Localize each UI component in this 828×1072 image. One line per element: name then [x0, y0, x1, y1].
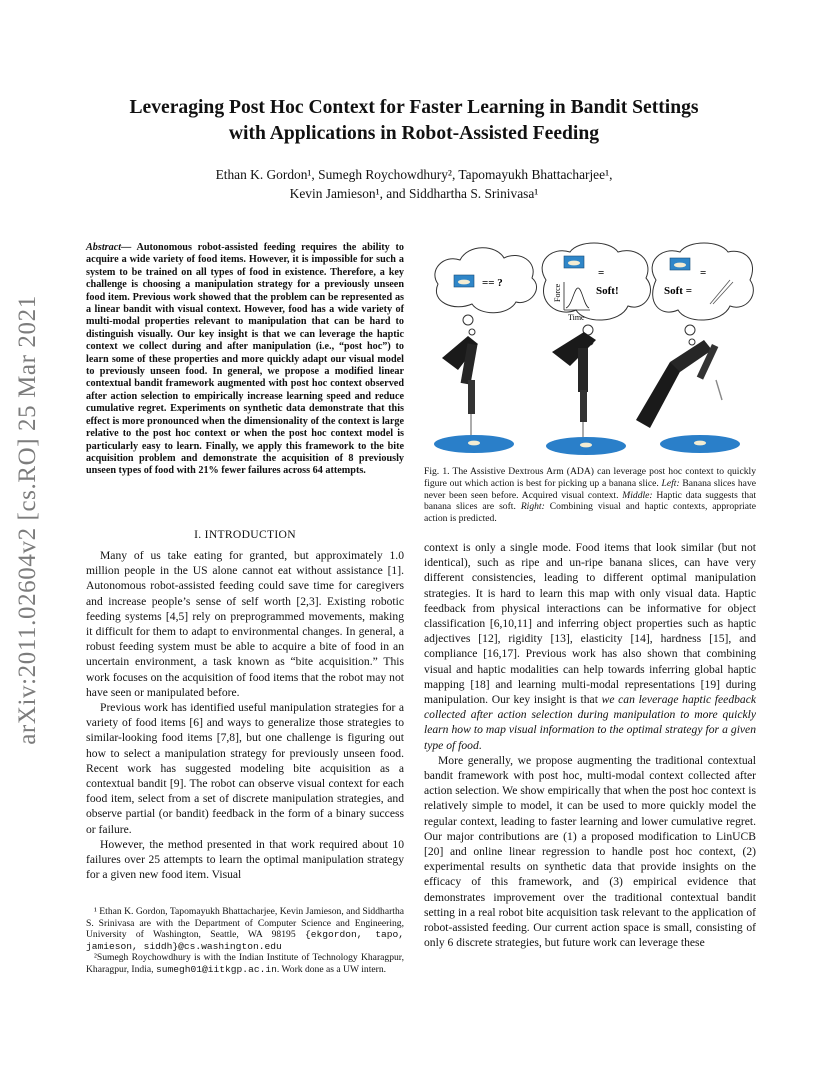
figure-1-illustration — [424, 240, 756, 460]
right-paragraph-2: More generally, we propose augmenting the traditional contextual bandit framework with post hoc, multi-modal context collected after action selection. We show empirically that when the post hoc context is relatively simple to model, it can be used to more quickly model the regular context, leading to faster learning and lower cumulative regret. Our major contributions are (1) a proposed modification to LinUCB [20] and online linear regression to handle post hoc context, (2) experimental results on synthetic data that provide insights on the efficacy of this framework, and (3) empirical evidence that demonstrates improvement over the traditional contextual bandit setting in a real robot bite acquisition task relevant to the application of robot-assisted feeding. Our current action space is small, consisting of only 6 discrete strategies, but future work can leverage these — [424, 753, 756, 950]
right-column-body — [424, 540, 756, 950]
paper-title — [60, 95, 768, 147]
force-label: Force — [553, 283, 562, 302]
panel-1-text: == ? — [482, 277, 503, 289]
footnote-1-email: {ekgordon, tapo, jamieson, siddh}@cs.washington.edu — [86, 929, 404, 952]
robot-arm-right — [636, 340, 722, 428]
caption-left: Banana slices have never been seen before. Acquired visual context. — [424, 477, 756, 501]
robot-arm-middle — [552, 332, 596, 440]
intro-paragraph-1: Many of us take eating for granted, but approximately 1.0 million people in the US alone cannot eat without assistance [1]. Autonomous robot-assisted feeding could save time for caregivers and increase people’s sense of self worth [2,3]. Existing robotic feeding systems [4,5] rely on preprogrammed movements, making it difficult for them to adapt to environmental changes. In general, a robust feeding system must be able to acquire a bite of food in an uncertain environment, a task known as “bite acquisition.” This work focuses on the acquisition of food items that the robot may not have seen or manipulated before. — [86, 549, 404, 699]
footnote-2-tail: . Work done as a UW intern. — [276, 963, 387, 975]
caption-right-lead: Right: — [520, 501, 545, 513]
caption-middle-lead: Middle: — [622, 489, 653, 501]
caption-left-lead: Left: — [661, 477, 680, 489]
footnote-1 — [86, 906, 404, 952]
author-list — [60, 165, 768, 203]
panel-3-equals: = — [700, 267, 707, 279]
thought-bubble-middle — [542, 243, 650, 345]
section-heading-introduction: I. INTRODUCTION — [194, 528, 296, 541]
thought-bubble-right — [652, 243, 753, 345]
panel-2-soft: Soft! — [596, 285, 619, 297]
footnote-2-email: sumegh01@iitkgp.ac.in — [155, 963, 277, 975]
caption-middle: Haptic data suggests that banana slices are soft. — [424, 489, 757, 513]
title-line-1: Leveraging Post Hoc Context for Faster Learning in Bandit Settings — [129, 97, 699, 118]
caption-right: Combining visual and haptic contexts, appropriate action is predicted. — [424, 501, 756, 525]
time-label: Time — [568, 313, 585, 322]
right-p1-italic: we can leverage haptic feedback collected after action selection during manipulation to more quickly learn how to map visual information to the optimal strategy for a given type of food — [424, 693, 757, 752]
caption-main: Fig. 1. The Assistive Dextrous Arm (ADA) can leverage post hoc context to quickly figure out which action is best for picking up a banana slice. — [424, 466, 756, 489]
authors-line-2: Kevin Jamieson¹, and Siddhartha S. Srinivasa¹ — [289, 186, 539, 201]
thought-bubble-left — [435, 248, 537, 335]
footnote-1-text: ¹ Ethan K. Gordon, Tapomayukh Bhattacharjee, Kevin Jamieson, and Siddhartha S. Srinivasa are with the Department of Computer Science and Engineering, University of Washington, Seattle, WA 98195 — [86, 906, 404, 941]
introduction-body — [86, 548, 404, 882]
figure-1-caption — [424, 466, 756, 525]
intro-paragraph-3: However, the method presented in that work required about 10 failures over 25 attempts to learn the optimal manipulation strategy for a given new food item. Visual — [86, 837, 404, 882]
figure-1 — [424, 240, 756, 460]
robot-arm-left — [442, 336, 478, 436]
abstract-lead: Abstract— — [86, 242, 132, 253]
abstract-text: Autonomous robot-assisted feeding requires the ability to acquire a wide variety of food items. However, it is impossible for such a system to be trained on all types of food in existence. Therefore, a key challenge is choosing a manipulation strategy for a previously unseen food item. Previous work showed that the problem can be represented as a linear bandit with visual context. However, food has a wide variety of multi-modal properties relevant to manipulation that can be hard to distinguish visually. Our key insight is that we can leverage the haptic context we collect during and after manipulation (i.e., “post hoc”) to learn some of these properties and more quickly adapt our visual model to previously unseen food. In general, we propose a modified linear contextual bandit framework augmented with post hoc context observed after action selection to empirically increase learning speed and reduce cumulative regret. Experiments on synthetic data demonstrate that this effect is more pronounced when the dimensionality of the context is large relative to the post hoc context or when the post hoc context model is particularly easy to learn. Finally, we apply this framework to the bite acquisition problem and demonstrate the acquisition of 8 previously unseen types of food with 21% fewer failures across 64 attempts. — [86, 242, 404, 477]
right-paragraph-1 — [424, 540, 756, 753]
abstract — [86, 242, 404, 478]
footnotes — [86, 906, 404, 976]
arxiv-identifier: arXiv:2011.02604v2 [cs.RO] 25 Mar 2021 — [14, 295, 41, 745]
intro-paragraph-2: Previous work has identified useful manipulation strategies for a variety of food items [6] and ways to generalize those strategies to similar-looking food items [7,8], but one challenge is figuring out how to select a manipulation strategy for previously unseen food. Recent work has suggested modeling bite acquisition as a contextual bandit [9]. The robot can observe visual context for each food item, select from a set of discrete manipulation strategies, and observe partial (or bandit) feedback in the form of a binary success or failure. — [86, 701, 404, 836]
footnote-2-text: ²Sumegh Roychowdhury is with the Indian Institute of Technology Kharagpur, Kharagpur, India, — [86, 952, 404, 975]
panel-2-equals: = — [598, 267, 605, 279]
right-p1-end: . — [478, 738, 482, 752]
title-line-2: with Applications in Robot-Assisted Feeding — [228, 123, 600, 144]
panel-3-text: Soft = — [664, 285, 692, 297]
authors-line-1: Ethan K. Gordon¹, Sumegh Roychowdhury², Tapomayukh Bhattacharjee¹, — [215, 167, 613, 182]
footnote-2 — [86, 952, 404, 975]
right-p1-text: context is only a single mode. Food items that look similar (but not identical), such as ripe and un-ripe banana slices, can have very different consistencies, leading to different optimal manipulation strategies. It is hard to learn this map with only visual data. Haptic feedback from physical interactions can be informative for object classification [6,10,11] and inferring object properties such as haptic adjectives [12], rigidity [13], elasticity [14], hardness [15], and compliance [16,17]. Previous work has also shown that combining visual and haptic modalities can help towards inferring global haptic mapping [18] and learning multi-modal representations [19] during manipulation. Our key insight is that — [424, 541, 756, 707]
